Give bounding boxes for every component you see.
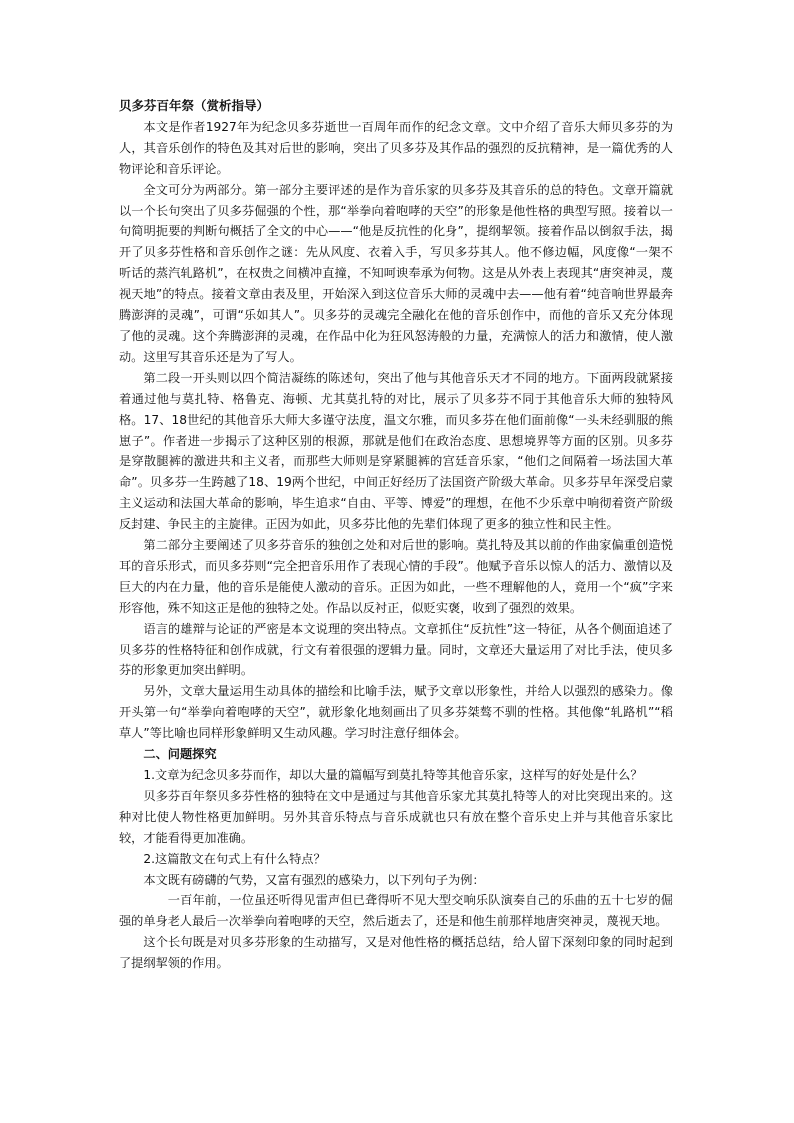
paragraph-metaphor: 另外，文章大量运用生动具体的描绘和比喻手法，赋予文章以形象性，并给人以强烈的感染力。像开头第一句“举拳向着咆哮的天空”，就形象化地刻画出了贝多芬桀骜不驯的性格。其他像“轧路机”“稻草人”等比喻也同样形象鲜明又生动风趣。学习时注意仔细体会。 <box>119 684 673 741</box>
answer-1: 贝多芬百年祭贝多芬性格的独特在文中是通过与其他音乐家尤其莫扎特等人的对比突现出来的。这种对比使人物性格更加鲜明。另外其音乐特点与音乐成就也只有放在整个音乐史上并与其他音乐家比较，才能看得更加准确。 <box>119 788 673 845</box>
paragraph-language: 语言的雄辩与论证的严密是本文说理的突出特点。文章抓住“反抗性”这一特征，从各个侧面追述了贝多芬的性格特征和创作成就，行文有着很强的逻辑力量。同时，文章还大量运用了对比手法，使贝多芬的形象更加突出鲜明。 <box>119 621 673 678</box>
answer-2-intro: 本文既有磅礴的气势，又富有强烈的感染力，以下列句子为例： <box>143 872 485 887</box>
paragraph-intro: 本文是作者1927年为纪念贝多芬逝世一百周年而作的纪念文章。文中介绍了音乐大师贝多芬的为人，其音乐创作的特色及其对后世的影响，突出了贝多芬及其作品的强烈的反抗精神，是一篇优秀的人物评论和音乐评论。 <box>119 119 673 176</box>
paragraph-part1: 全文可分为两部分。第一部分主要评述的是作为音乐家的贝多芬及其音乐的总的特色。文章开篇就以一个长句突出了贝多芬倔强的个性，那“举拳向着咆哮的天空”的形象是他性格的典型写照。接着以一句简明扼要的判断句概括了全文的中心——“他是反抗性的化身”，提纲挈领。接着作品以倒叙手法，揭开了贝多芬性格和音乐创作之谜：先从风度、衣着入手，写贝多芬其人。他不修边幅，风度像“一架不听话的蒸汽轧路机”，在权贵之间横冲直撞，不知呵谀奉承为何物。这是从外表上表现其“唐突神灵，蔑视天地”的特点。接着文章由表及里，开始深入到这位音乐大师的灵魂中去——他有着“纯音响世界最奔腾澎湃的灵魂”，可谓“乐如其人”。贝多芬的灵魂完全融化在他的音乐创作中，而他的音乐又充分体现了他的灵魂。这个奔腾澎湃的灵魂，在作品中化为狂风怒涛般的力量，充满惊人的活力和激情，使人激动。这里写其音乐还是为了写人。 <box>119 182 673 364</box>
paragraph-comparison: 第二段一开头则以四个简洁凝练的陈述句，突出了他与其他音乐天才不同的地方。下面两段就紧接着通过他与莫扎特、格鲁克、海顿、尤其莫扎特的对比，展示了贝多芬不同于其他音乐大师的独特风格。17、18世纪的其他音乐大师大多谨守法度，温文尔雅，而贝多芬在他们面前像“一头未经驯服的熊崽子”。作者进一步揭示了这种区别的根源，那就是他们在政治态度、思想境界等方面的区别。贝多芬是穿散腿裤的激进共和主义者，而那些大师则是穿紧腿裤的宫廷音乐家，“他们之间隔着一场法国大革命”。贝多芬一生跨越了18、19两个世纪，中间正好经历了法国资产阶级大革命。贝多芬早年深受启蒙主义运动和法国大革命的影响，毕生追求“自由、平等、博爱”的理想，在他不少乐章中响彻着资产阶级反封建、争民主的主旋律。正因为如此，贝多芬比他的先辈们体现了更多的独立性和民主性。 <box>119 370 673 532</box>
document-title: 贝多芬百年祭（赏析指导） <box>119 98 270 113</box>
document-page <box>119 96 673 974</box>
question-2: 2.这篇散文在句式上有什么特点？ <box>143 851 326 866</box>
paragraph-part2: 第二部分主要阐述了贝多芬音乐的独创之处和对后世的影响。莫扎特及其以前的作曲家偏重创造悦耳的音乐形式，而贝多芬则“完全把音乐用作了表现心情的手段”。他赋予音乐以惊人的活力、激情以及巨大的内在力量，他的音乐是能使人激动的音乐。正因为如此，一些不理解他的人，竟用一个“疯”字来形容他，殊不知这正是他的独特之处。作品以反衬正，似贬实褒，收到了强烈的效果。 <box>119 538 673 615</box>
question-1: 1.文章为纪念贝多芬而作，却以大量的篇幅写到莫扎特等其他音乐家，这样写的好处是什么？ <box>143 768 643 782</box>
section-heading-questions: 二、问题探究 <box>143 747 217 762</box>
answer-2-quote: 一百年前，一位虽还听得见雷声但已聋得听不见大型交响乐队演奏自己的乐曲的五十七岁的倔强的单身老人最后一次举拳向着咆哮的天空，然后逝去了，还是和他生前那样地唐突神灵，蔑视天地。 <box>119 893 673 929</box>
answer-2-conclusion: 这个长句既是对贝多芬形象的生动描写，又是对他性格的概括总结，给人留下深刻印象的同时起到了提纲挈领的作用。 <box>119 935 673 971</box>
